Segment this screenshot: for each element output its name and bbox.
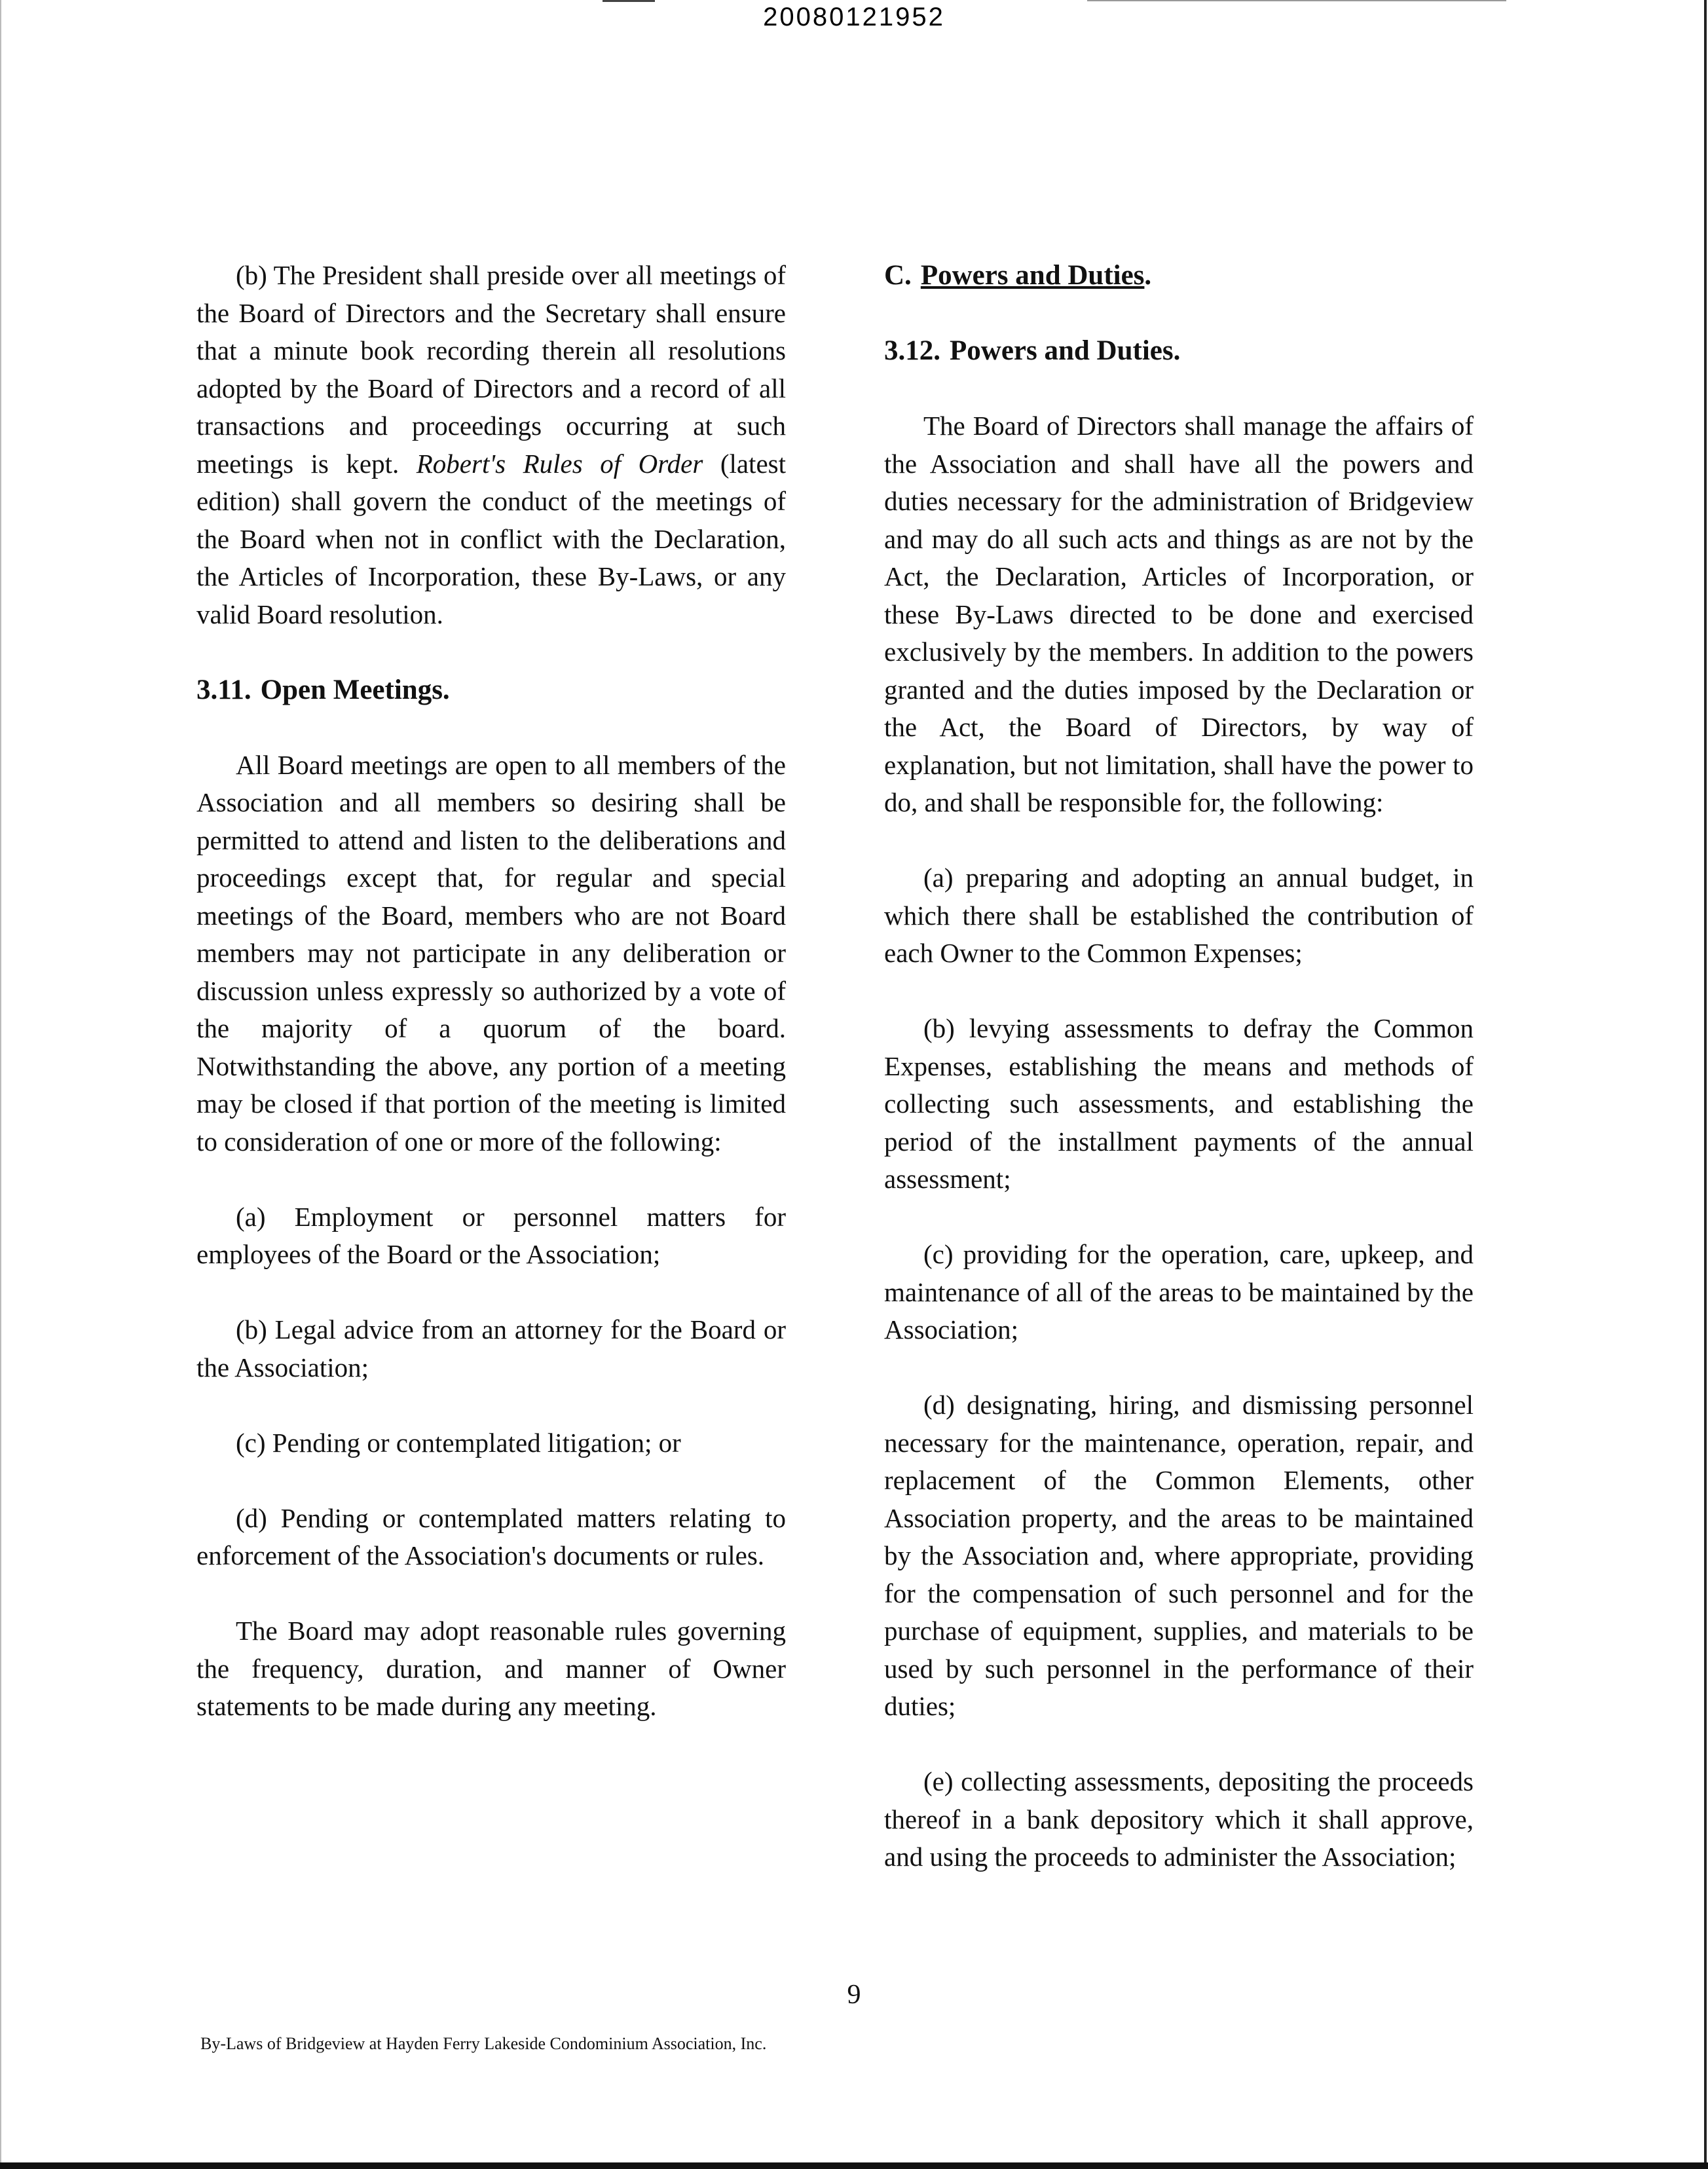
scan-artifact-top-right — [1087, 0, 1506, 1]
roberts-rules-title: Robert's Rules of Order — [416, 448, 703, 479]
section-c-title: Powers and Duties — [920, 260, 1145, 291]
document-footer: By-Laws of Bridgeview at Hayden Ferry Lakeside Condominium Association, Inc. — [200, 2034, 767, 2053]
list-item: (b) Legal advice from an attorney for the Board or the Association; — [196, 1314, 786, 1382]
section-3-11-heading — [196, 671, 786, 709]
left-column — [196, 257, 786, 1763]
scan-edge-right — [1704, 0, 1707, 2169]
section-c-label: C. — [884, 260, 912, 291]
section-3-11-number: 3.11. — [196, 674, 251, 705]
list-item: (e) collecting assessments, depositing the proceeds thereof in a bank depository which it shall approve, and using the proceeds to administer the Association; — [884, 1766, 1474, 1872]
open-meetings-paragraph: All Board meetings are open to all members of the Association and all members so desiring shall be permitted to attend and listen to the deliberations and proceedings except that, for regular and special meetings of the Board, members who are not Board members may not participate in any deliberation or discussion unless expressly so authorized by a vote of the majority of a quorum of the board. Notwithstanding the above, any portion of a meeting may be closed if that portion of the meeting is limited to consideration of one or more of the following: — [196, 749, 786, 1157]
section-3-11-title: Open Meetings. — [260, 674, 450, 705]
list-item: (c) Pending or contemplated litigation; or — [236, 1427, 681, 1458]
right-column — [884, 257, 1474, 1914]
list-item: (c) providing for the operation, care, upkeep, and maintenance of all of the areas to be maintained by the Association; — [884, 1239, 1474, 1344]
page-number: 9 — [847, 1980, 861, 2010]
list-item: (a) Employment or personnel matters for employees of the Board or the Association; — [196, 1201, 786, 1269]
section-3-12-heading — [884, 332, 1474, 370]
list-item: (d) Pending or contemplated matters relating to enforcement of the Association's documents or rules. — [196, 1502, 786, 1570]
closing-paragraph: The Board may adopt reasonable rules governing the frequency, duration, and manner of Owner statements to be made during any meeting. — [196, 1616, 786, 1721]
powers-intro-paragraph: The Board of Directors shall manage the affairs of the Association and shall have all the powers and duties necessary for the administration of Bridgeview and may do all such acts and things as are not by the Act, the Declaration, Articles of Incorporation, or these By-Laws directed to be done and exercised exclusively by the members. In addition to the powers granted and the duties imposed by the Declaration or the Act, the Board of Directors, by way of explanation, but not limitation, shall have the power to do, and shall be responsible for, the following: — [884, 411, 1474, 817]
scan-edge-bottom — [0, 2162, 1708, 2169]
para-b-start: (b) The President shall preside over all meetings of the Board of Directors and the Secretary shall ensure that a minute book recording therein all resolutions adopted by the Board of Directors and a record of all transactions and proceedings occurring at such meetings is kept. — [196, 260, 786, 479]
recording-number: 20080121952 — [763, 3, 945, 31]
paragraph-3-10-b — [196, 257, 786, 633]
section-3-12-title: Powers and Duties. — [950, 335, 1181, 366]
scan-edge-left — [0, 0, 1, 2169]
list-item: (d) designating, hiring, and dismissing personnel necessary for the maintenance, operation, repair, and replacement of the Common Elements, other Association property, and the areas to be maintained by the Association and, where appropriate, providing for the compensation of such personnel and for the purchase of equipment, supplies, and materials to be used by such personnel in the performance of their duties; — [884, 1390, 1474, 1721]
section-c-period: . — [1144, 260, 1152, 291]
section-3-12-number: 3.12. — [884, 335, 940, 366]
para-b-end: (latest edition) shall govern the conduct of the meetings of the Board when not in conflict with the Declaration, the Articles of Incorporation, these By-Laws, or any valid Board resolution. — [196, 448, 786, 629]
scan-artifact-top — [603, 0, 655, 2]
section-c-heading — [884, 257, 1474, 295]
list-item: (b) levying assessments to defray the Common Expenses, establishing the means and methods of collecting such assessments, and establishing the period of the installment payments of the annual assessment; — [884, 1013, 1474, 1194]
list-item: (a) preparing and adopting an annual budget, in which there shall be established the contribution of each Owner to the Common Expenses; — [884, 862, 1474, 968]
